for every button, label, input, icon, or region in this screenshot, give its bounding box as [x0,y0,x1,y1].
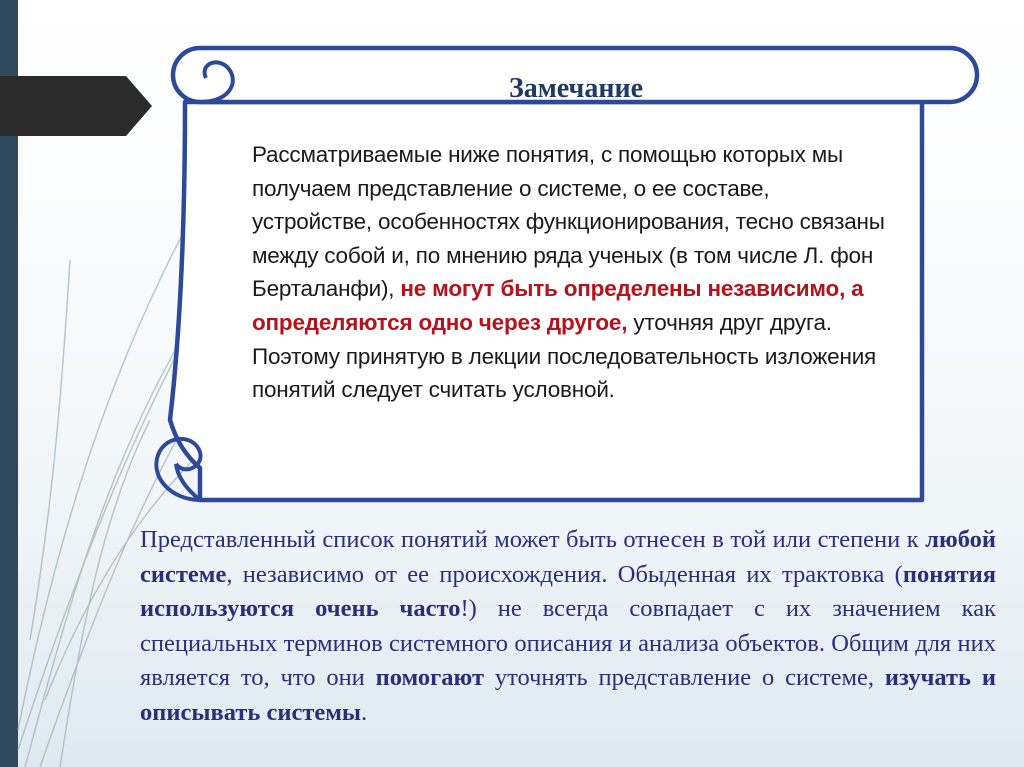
main-text-part-3: !) не всегда совпадает с их значением как специальных терминов системного описания и анализа объектов. Общим для них является то, что они [140,595,996,691]
main-paragraph [140,523,996,730]
main-bold-any-system: любой системе [140,526,996,588]
note-body-part-1: Рассматриваемые ниже понятия, с помощью которых мы получаем представление о системе, о ее составе, устройстве, особенностях функционирования, тесно связаны между собой и, по мнению ряда ученых (в том числе Л. фон Берталанфи), [252,142,885,302]
main-bold-study-describe: изучать и описывать системы [140,664,996,726]
main-text-part-4: уточнять представление о системе, [483,664,885,691]
note-body-part-2: уточняя друг друга. Поэтому принятую в лекции последовательность изложения понятий следует считать условной. [252,309,877,403]
note-highlight-red: не могут быть определены независимо, а определяются одно через другое, [252,276,864,335]
main-text-part-1: Представленный список понятий может быть отнесен в той или степени к [140,526,926,553]
main-bold-help: помогают [375,664,484,691]
main-text-part-5: . [361,698,368,726]
main-text-part-2: , независимо от ее происхождения. Обыденная их трактовка ( [226,560,903,588]
note-body-text [252,138,892,407]
note-title: Замечание [508,73,644,104]
main-bold-used-often: понятия используются очень часто [140,560,996,622]
